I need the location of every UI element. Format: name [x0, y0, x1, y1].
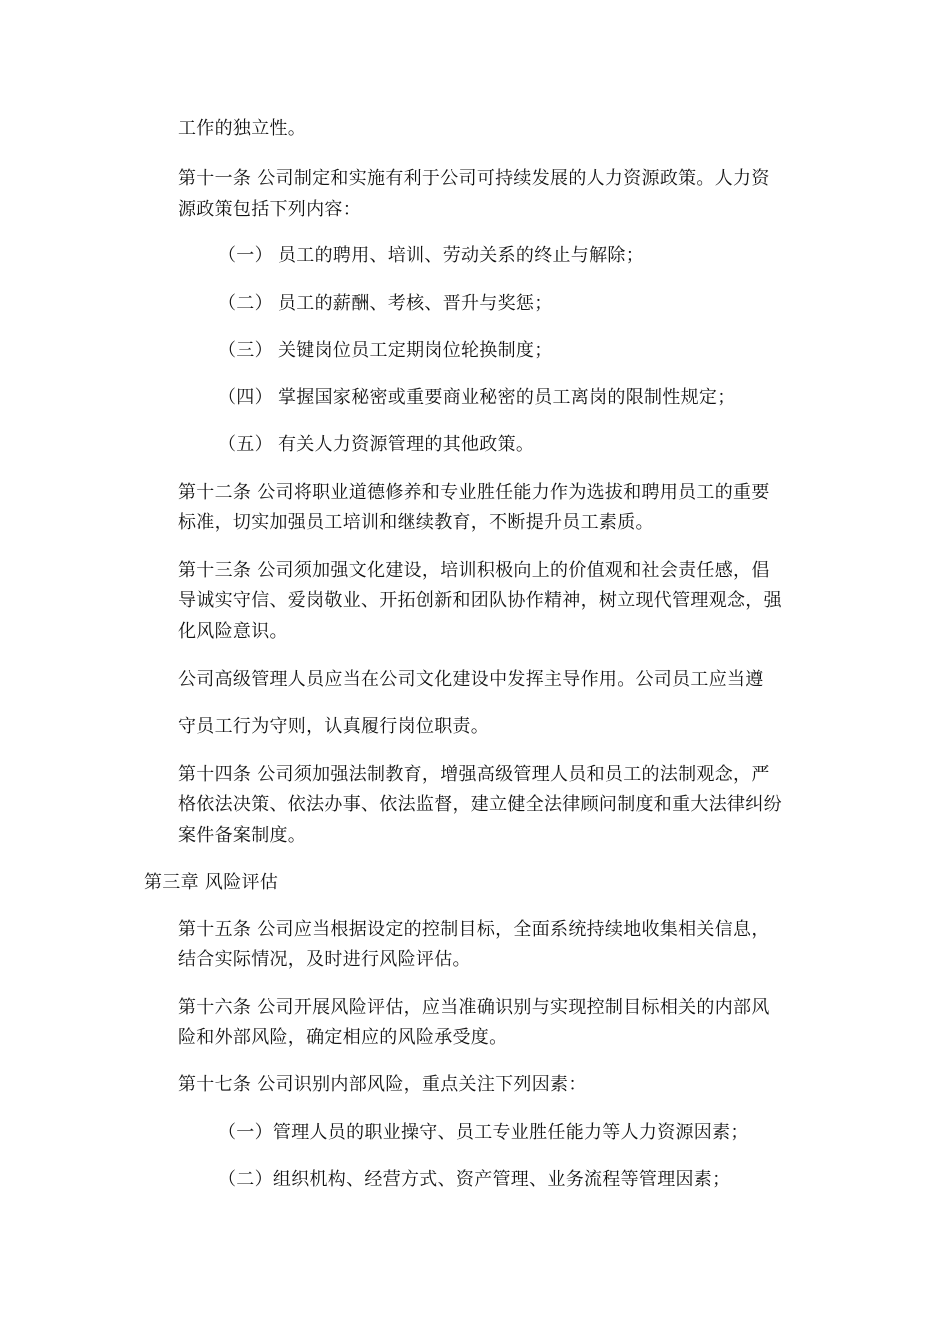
article-15-line-1: 第十五条 公司应当根据设定的控制目标，全面系统持续地收集相关信息， — [178, 919, 770, 940]
item-label: （二） — [218, 293, 273, 314]
article-11-item-4 — [218, 386, 736, 410]
article-11-line-2: 源政策包括下列内容： — [178, 199, 361, 220]
article-11-line-1: 第十一条 公司制定和实施有利于公司可持续发展的人力资源政策。人力资 — [178, 168, 770, 189]
article-11-item-2 — [218, 292, 553, 316]
item-label: （三） — [218, 340, 273, 361]
article-11-item-1 — [218, 244, 644, 268]
article-14-line-3: 案件备案制度。 — [178, 825, 307, 846]
item-label: （五） — [218, 434, 273, 455]
article-13-line-2: 导诚实守信、爱岗敬业、开拓创新和团队协作精神，树立现代管理观念，强 — [178, 590, 782, 611]
article-13-line-1: 第十三条 公司须加强文化建设，培训积极向上的价值观和社会责任感，倡 — [178, 560, 770, 581]
article-17-item-1: （一）管理人员的职业操守、员工专业胜任能力等人力资源因素； — [218, 1122, 749, 1143]
article-13-paragraph-2-line-1: 公司高级管理人员应当在公司文化建设中发挥主导作用。公司员工应当遵 — [178, 669, 764, 690]
article-17-item-2: （二）组织机构、经营方式、资产管理、业务流程等管理因素； — [218, 1169, 731, 1190]
item-label: （一） — [218, 245, 273, 266]
article-14-line-2: 格依法决策、依法办事、依法监督，建立健全法律顾问制度和重大法律纠纷 — [178, 794, 782, 815]
article-13-line-3: 化风险意识。 — [178, 621, 288, 642]
article-15-line-2: 结合实际情况，及时进行风险评估。 — [178, 949, 471, 970]
article-14-line-1: 第十四条 公司须加强法制教育，增强高级管理人员和员工的法制观念，严 — [178, 764, 770, 785]
article-11-item-3 — [218, 339, 553, 363]
article-12-line-2: 标准，切实加强员工培训和继续教育，不断提升员工素质。 — [178, 512, 654, 533]
item-text: 关键岗位员工定期岗位轮换制度； — [278, 340, 553, 361]
article-17-line-1: 第十七条 公司识别内部风险，重点关注下列因素： — [178, 1074, 587, 1095]
chapter-3-heading: 第三章 风险评估 — [144, 872, 279, 893]
item-label: （四） — [218, 387, 273, 408]
article-13-paragraph-2-line-2: 守员工行为守则，认真履行岗位职责。 — [178, 716, 490, 737]
item-text: 掌握国家秘密或重要商业秘密的员工离岗的限制性规定； — [278, 387, 736, 408]
article-12-line-1: 第十二条 公司将职业道德修养和专业胜任能力作为选拔和聘用员工的重要 — [178, 482, 770, 503]
item-text: 有关人力资源管理的其他政策。 — [278, 434, 535, 455]
article-16-line-1: 第十六条 公司开展风险评估，应当准确识别与实现控制目标相关的内部风 — [178, 997, 770, 1018]
paragraph-continuation: 工作的独立性。 — [178, 118, 307, 139]
item-text: 员工的聘用、培训、劳动关系的终止与解除； — [278, 245, 644, 266]
article-16-line-2: 险和外部风险，确定相应的风险承受度。 — [178, 1027, 508, 1048]
article-11-item-5 — [218, 433, 534, 457]
item-text: 员工的薪酬、考核、晋升与奖惩； — [278, 293, 553, 314]
